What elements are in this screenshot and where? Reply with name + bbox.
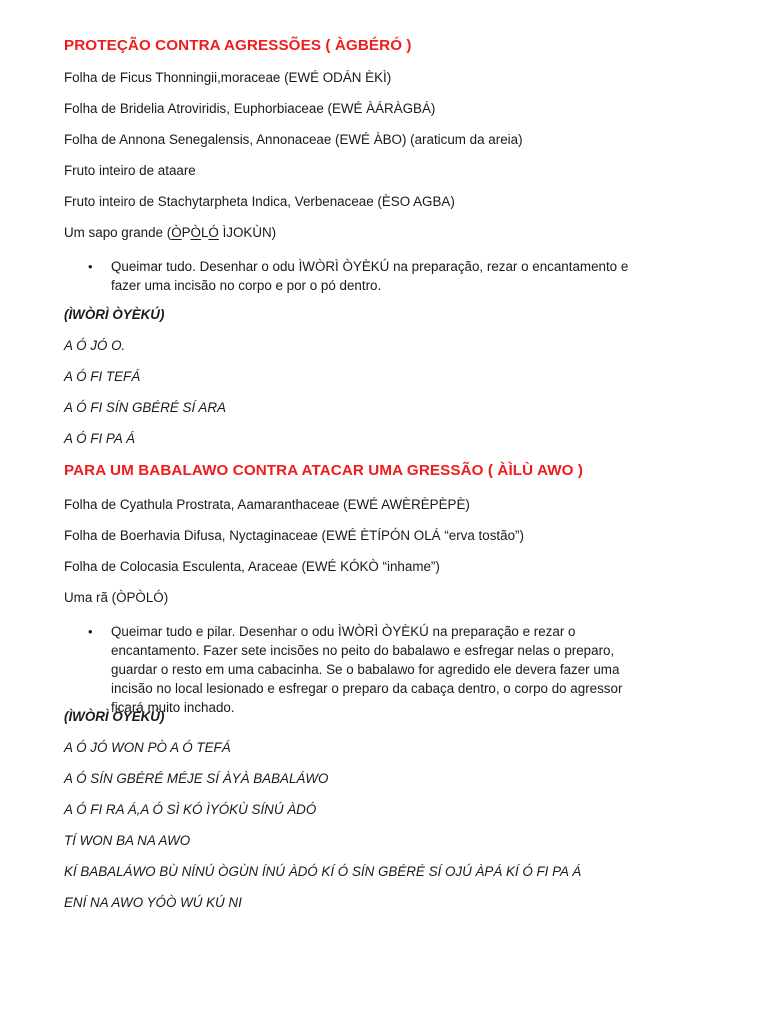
ingredient-line: Folha de Bridelia Atroviridis, Euphorbiaceae (EWÉ ÀÁRÀGBÁ) xyxy=(64,101,436,116)
ingredient-line: Folha de Ficus Thonningii,moraceae (EWÉ ODÁN ÈKÌ) xyxy=(64,70,392,85)
verse-line: A Ó FI RA Á,A Ó SÌ KÓ ÌYÓKÙ SÍNÚ ÀDÓ xyxy=(64,802,317,817)
ingredient-line: Uma rã (ÒPÒLÓ) xyxy=(64,590,169,605)
verse-line: A Ó FI TEFÁ xyxy=(64,369,141,384)
verse-line: A Ó JÓ O. xyxy=(64,338,126,353)
verse-line: A Ó FI PA Á xyxy=(64,431,135,446)
ingredient-line: Folha de Cyathula Prostrata, Aamaranthaceae (EWÉ AWÈRÈPÈPÈ) xyxy=(64,497,470,512)
odu-heading: (ÌWÒRÌ ÒYÈKÚ) xyxy=(64,709,165,724)
ingredient-line: Fruto inteiro de Stachytarpheta Indica, Verbenaceae (ÈSO AGBA) xyxy=(64,194,455,209)
ingredient-line: Folha de Colocasia Esculenta, Araceae (EWÉ KÓKÒ “inhame”) xyxy=(64,559,440,574)
verse-line: ENÍ NA AWO YÓÒ WÚ KÚ NI xyxy=(64,895,242,910)
verse-line: A Ó JÓ WON PÒ A Ó TEFÁ xyxy=(64,740,231,755)
section-title: PROTEÇÃO CONTRA AGRESSÕES ( ÀGBÉRÓ ) xyxy=(64,37,412,54)
ingredient-line: Fruto inteiro de ataare xyxy=(64,163,196,178)
bullet-icon: • xyxy=(88,259,93,274)
bullet-icon: • xyxy=(88,624,93,639)
ingredient-line: Um sapo grande (ÒPÒLÓ ÌJOKÙN) xyxy=(64,225,277,240)
verse-line: A Ó FI SÍN GBÉRÉ SÍ ARA xyxy=(64,400,226,415)
section-title: PARA UM BABALAWO CONTRA ATACAR UMA GRESSÃO ( ÀÌLÙ AWO ) xyxy=(64,462,584,479)
odu-heading: (ÌWÒRÌ ÒYÈKÚ) xyxy=(64,307,165,322)
verse-line: A Ó SÍN GBÉRÉ MÉJE SÍ ÀYÀ BABALÁWO xyxy=(64,771,329,786)
ingredient-line: Folha de Annona Senegalensis, Annonaceae (EWÉ ÀBO) (araticum da areia) xyxy=(64,132,523,147)
verse-line: TÍ WON BA NA AWO xyxy=(64,833,191,848)
ingredient-line: Folha de Boerhavia Difusa, Nyctaginaceae (EWÉ ÈTÍPÓN OLÁ “erva tostão”) xyxy=(64,528,524,543)
instruction-text: Queimar tudo. Desenhar o odu ÌWÒRÌ ÒYÈKÚ na preparação, rezar o encantamento e fazer uma incisão no corpo e por o pó dentro. xyxy=(111,259,629,293)
verse-line: KÍ BABALÁWO BÙ NÍNÚ ÒGÙN ÍNÚ ÀDÓ KÍ Ó SÍN GBÉRÉ SÍ OJÚ ÀPÁ KÍ Ó FI PA Á xyxy=(64,864,582,879)
instruction-text: Queimar tudo e pilar. Desenhar o odu ÌWÒRÌ ÒYÈKÚ na preparação e rezar o encantamento. Fazer sete incisões no peito do babalawo e esfregar nelas o preparo, guardar o resto em uma cabacinha. Se o babalawo for agredido ele devera fazer uma incisão no local lesionado e esfregar o preparo da cabaça dentro, o corpo do agressor ficará muito inchado. xyxy=(111,624,623,715)
